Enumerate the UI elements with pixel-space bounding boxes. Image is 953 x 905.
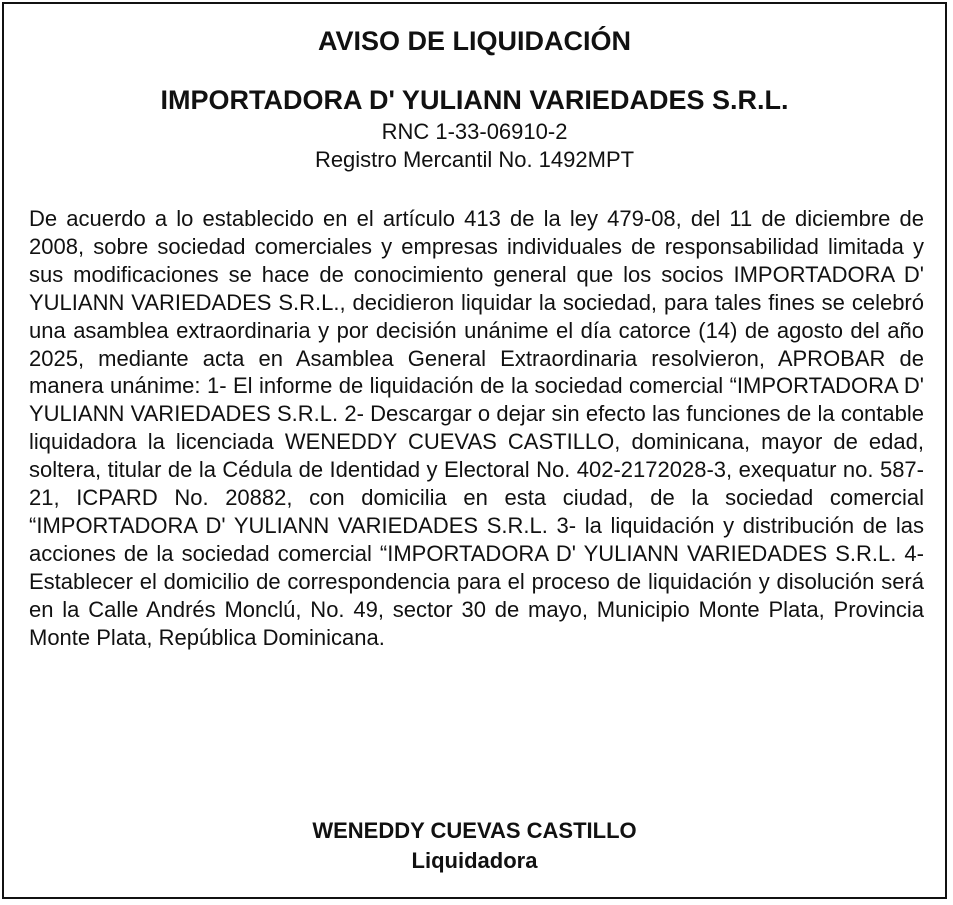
company-name: IMPORTADORA D' YULIANN VARIEDADES S.R.L. bbox=[160, 85, 789, 115]
notice-frame bbox=[2, 2, 947, 899]
rnc-number: RNC 1-33-06910-2 bbox=[381, 119, 568, 144]
signature-name: WENEDDY CUEVAS CASTILLO bbox=[312, 818, 637, 843]
notice-title: AVISO DE LIQUIDACIÓN bbox=[317, 26, 632, 56]
registro-mercantil: Registro Mercantil No. 1492MPT bbox=[314, 147, 635, 172]
signature-role: Liquidadora bbox=[411, 848, 538, 873]
notice-body: De acuerdo a lo establecido en el artículo 413 de la ley 479-08, del 11 de diciembre de 2008, sobre sociedad comerciales y empresas individuales de responsabilidad limitada y sus modificaciones se hace de conocimiento general que los socios IMPORTADORA D' YULIANN VARIEDADES S.R.L., decidieron liquidar la sociedad, para tales fines se celebró una asamblea extraordinaria y por decisión unánime el día catorce (14) de agosto del año 2025, mediante acta en Asamblea General Extraordinaria resolvieron, APROBAR de manera unánime: 1- El informe de liquidación de la sociedad comercial “IMPORTADORA D' YULIANN VARIEDADES S.R.L. 2- Descargar o dejar sin efecto las funciones de la contable liquidadora la licenciada WENEDDY CUEVAS CASTILLO, dominicana, mayor de edad, soltera, titular de la Cédula de Identidad y Electoral No. 402-2172028-3, exequatur no. 587-21, ICPARD No. 20882, con domicilia en esta ciudad, de la sociedad comercial “IMPORTADORA D' YULIANN VARIEDADES S.R.L. 3- la liquidación y distribución de las acciones de la sociedad comercial “IMPORTADORA D' YULIANN VARIEDADES S.R.L. 4-Establecer el domicilio de correspondencia para el proceso de liquidación y disolución será en la Calle Andrés Monclú, No. 49, sector 30 de mayo, Municipio Monte Plata, Provincia Monte Plata, República Dominicana. bbox=[29, 206, 924, 650]
